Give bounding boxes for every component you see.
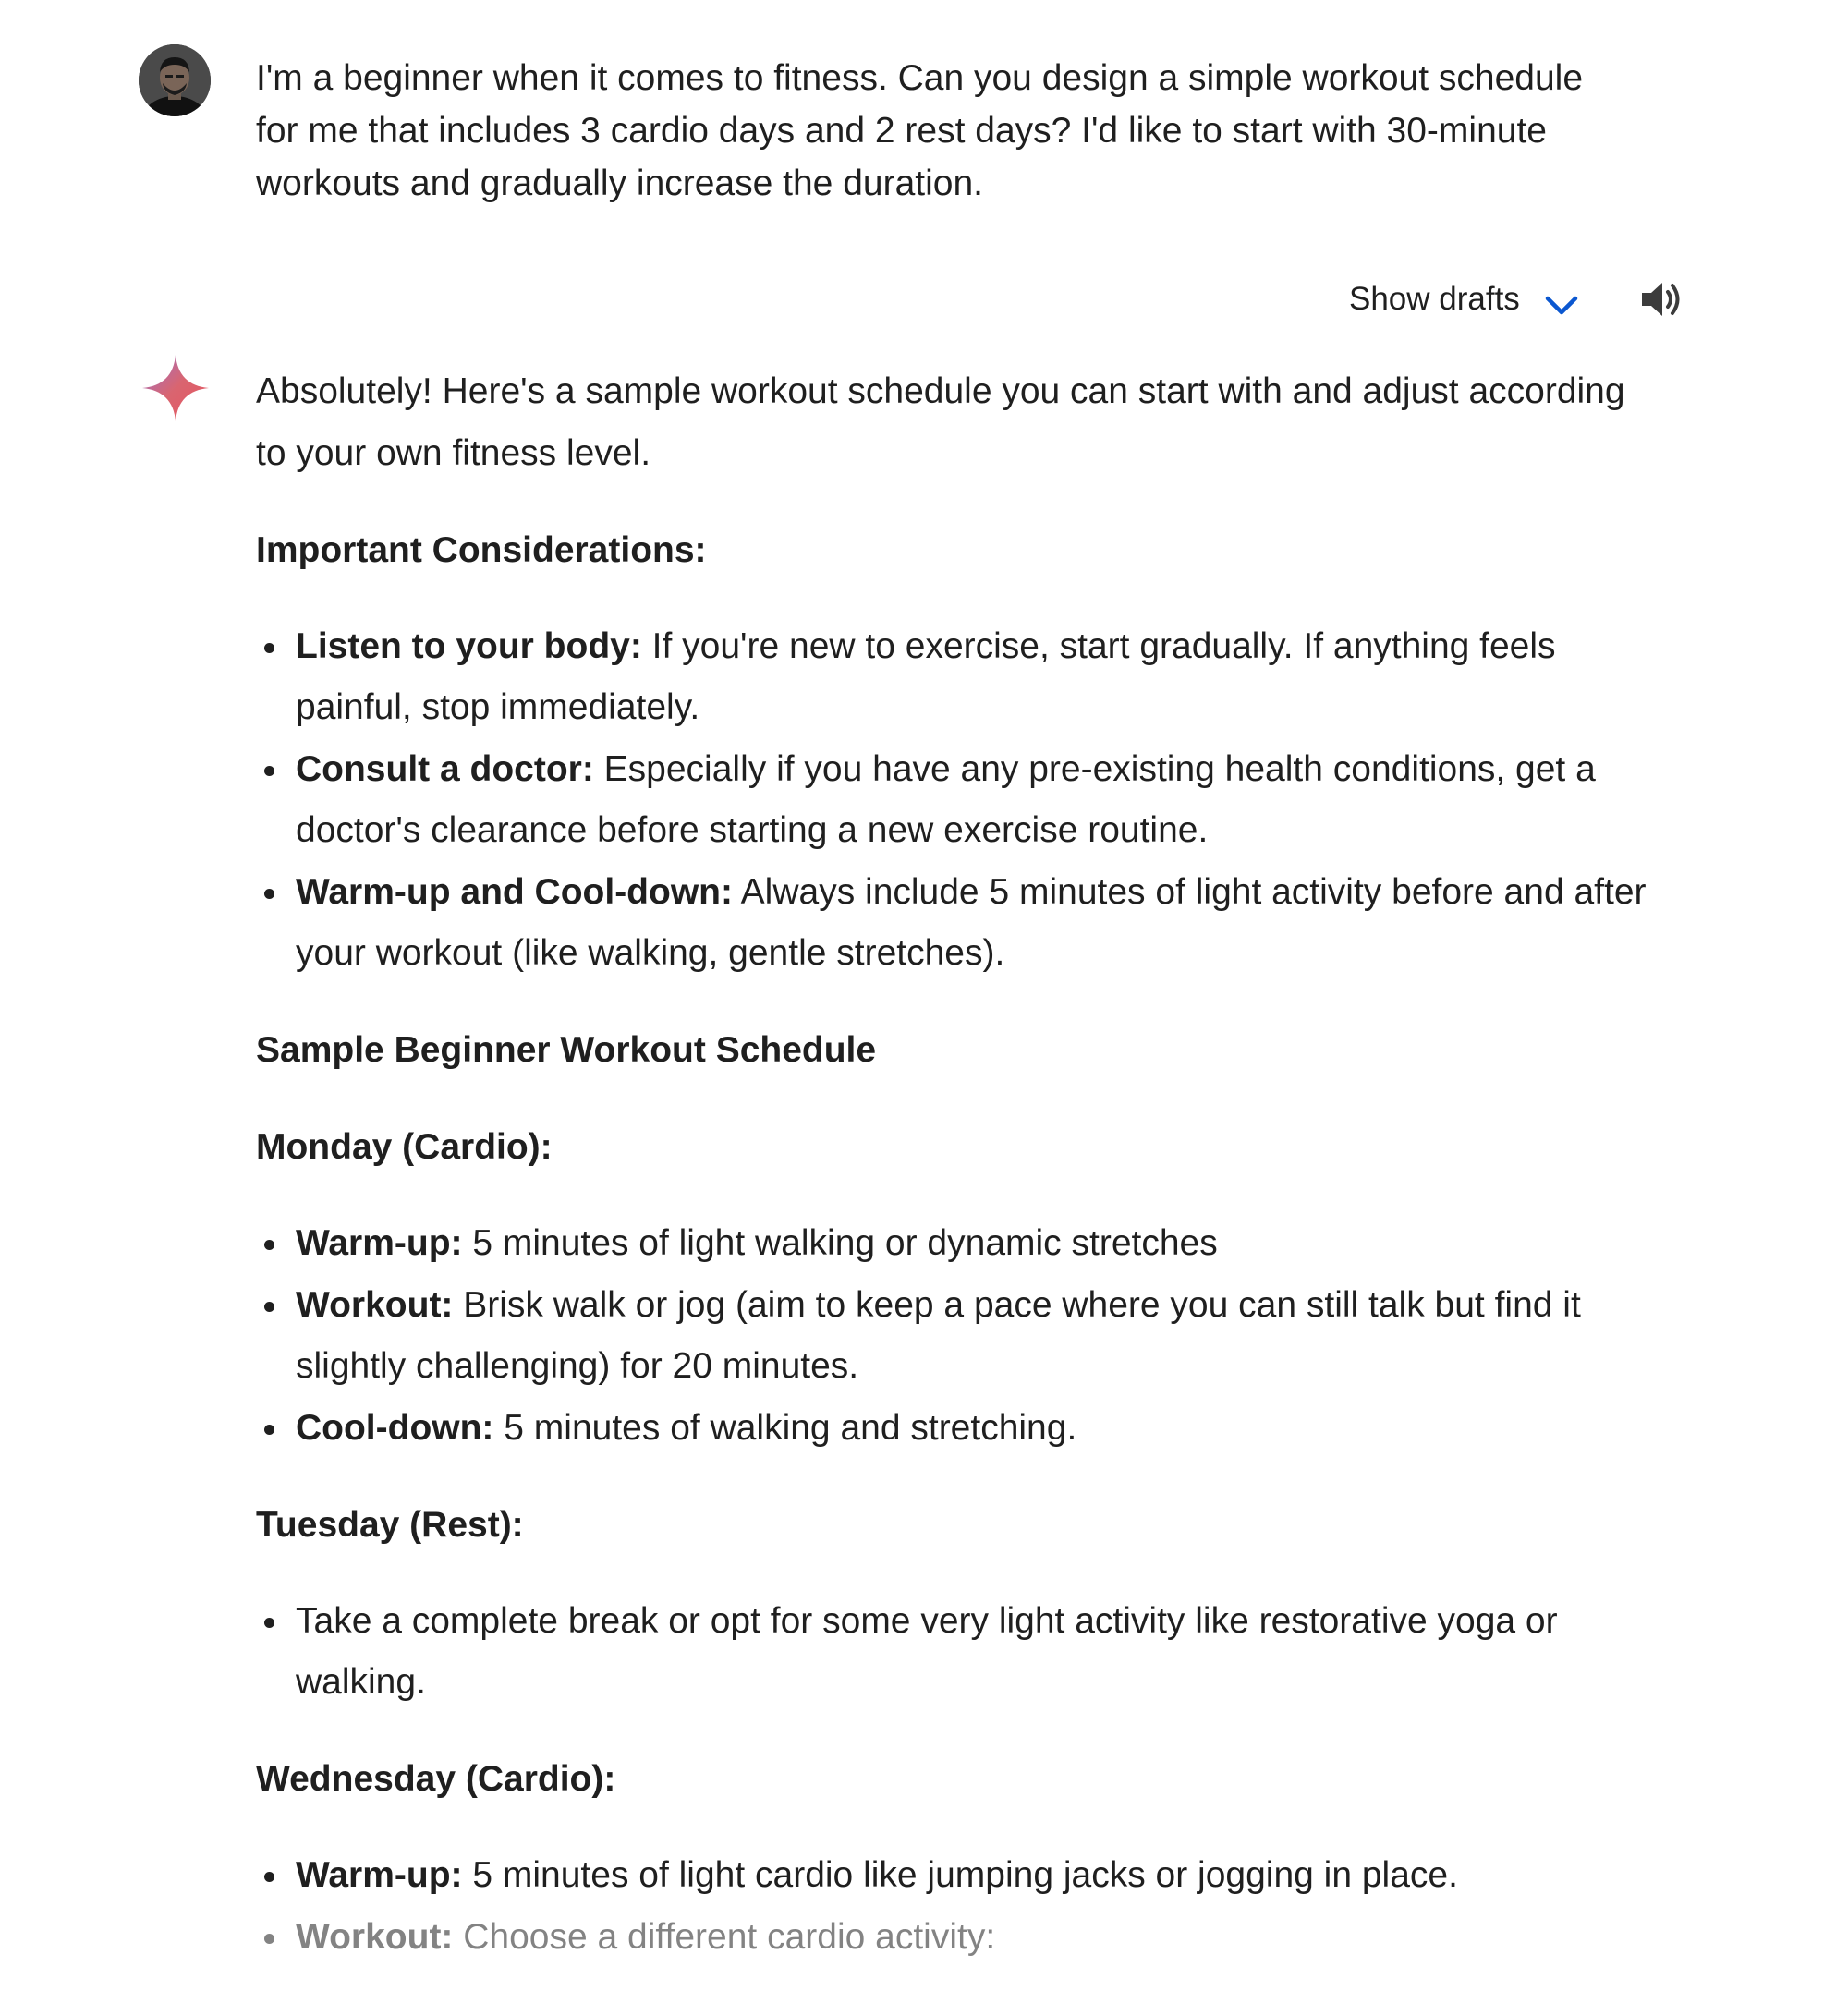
list-item-label: Consult a doctor:	[296, 749, 594, 789]
speaker-icon[interactable]	[1636, 274, 1686, 324]
list-item-label: Cool-down:	[296, 1408, 494, 1448]
tuesday-list	[256, 1591, 1660, 1713]
chevron-down-icon	[1544, 288, 1579, 310]
show-drafts-label: Show drafts	[1349, 281, 1520, 317]
response-intro: Absolutely! Here's a sample workout schedule you can start with and adjust according to your own fitness level.	[256, 371, 1625, 473]
user-prompt-text: I'm a beginner when it comes to fitness. Can you design a simple workout schedule for me that includes 3 cardio days and 2 rest days? I'd like to start with 30-minute workouts and gradually increase the duration.	[256, 58, 1584, 203]
monday-heading: Monday (Cardio):	[256, 1127, 553, 1167]
list-item	[296, 1213, 1660, 1274]
list-item-label: Workout:	[296, 1285, 454, 1325]
considerations-list	[256, 616, 1660, 984]
list-item	[296, 862, 1660, 984]
show-drafts-button[interactable]	[1349, 281, 1579, 318]
list-item	[296, 1591, 1660, 1713]
wednesday-list	[256, 1845, 1660, 1968]
list-item-text: 5 minutes of light cardio like jumping jacks or jogging in place.	[462, 1855, 1458, 1895]
list-item-text: 5 minutes of light walking or dynamic stretches	[462, 1223, 1218, 1263]
considerations-heading: Important Considerations:	[256, 530, 707, 570]
model-response	[256, 360, 1660, 2003]
list-item-text: Brisk walk or jog (aim to keep a pace where you can still talk but find it slightly challenging) for 20 minutes.	[296, 1285, 1581, 1386]
list-item-text: Especially if you have any pre-existing health conditions, get a doctor's clearance before starting a new exercise routine.	[296, 749, 1596, 850]
list-item-label: Listen to your body:	[296, 626, 642, 666]
user-avatar-icon	[139, 44, 211, 116]
list-item-text: Always include 5 minutes of light activity before and after your workout (like walking, gentle stretches).	[296, 872, 1647, 973]
list-item	[296, 1275, 1660, 1397]
wednesday-heading: Wednesday (Cardio):	[256, 1759, 616, 1799]
list-item-text: Choose a different cardio activity:	[453, 1917, 996, 1957]
list-item-text: If you're new to exercise, start gradually. If anything feels painful, stop immediately.	[296, 626, 1556, 727]
list-item-label: Warm-up and Cool-down:	[296, 872, 733, 912]
schedule-heading: Sample Beginner Workout Schedule	[256, 1030, 877, 1070]
response-toolbar	[1349, 273, 1686, 325]
tuesday-heading: Tuesday (Rest):	[256, 1505, 524, 1545]
list-item	[296, 616, 1660, 738]
gemini-sparkle-icon	[140, 353, 211, 423]
list-item	[296, 1845, 1660, 1906]
monday-list	[256, 1213, 1660, 1459]
list-item-label: Warm-up:	[296, 1223, 463, 1263]
list-item-label: Warm-up:	[296, 1855, 463, 1895]
list-item	[296, 1398, 1660, 1459]
list-item	[296, 1907, 1660, 1968]
list-item-label: Workout:	[296, 1917, 454, 1957]
list-item-text: Take a complete break or opt for some very light activity like restorative yoga or walking.	[296, 1601, 1558, 1702]
list-item-text: 5 minutes of walking and stretching.	[493, 1408, 1077, 1448]
user-avatar	[139, 44, 211, 116]
list-item	[296, 739, 1660, 861]
